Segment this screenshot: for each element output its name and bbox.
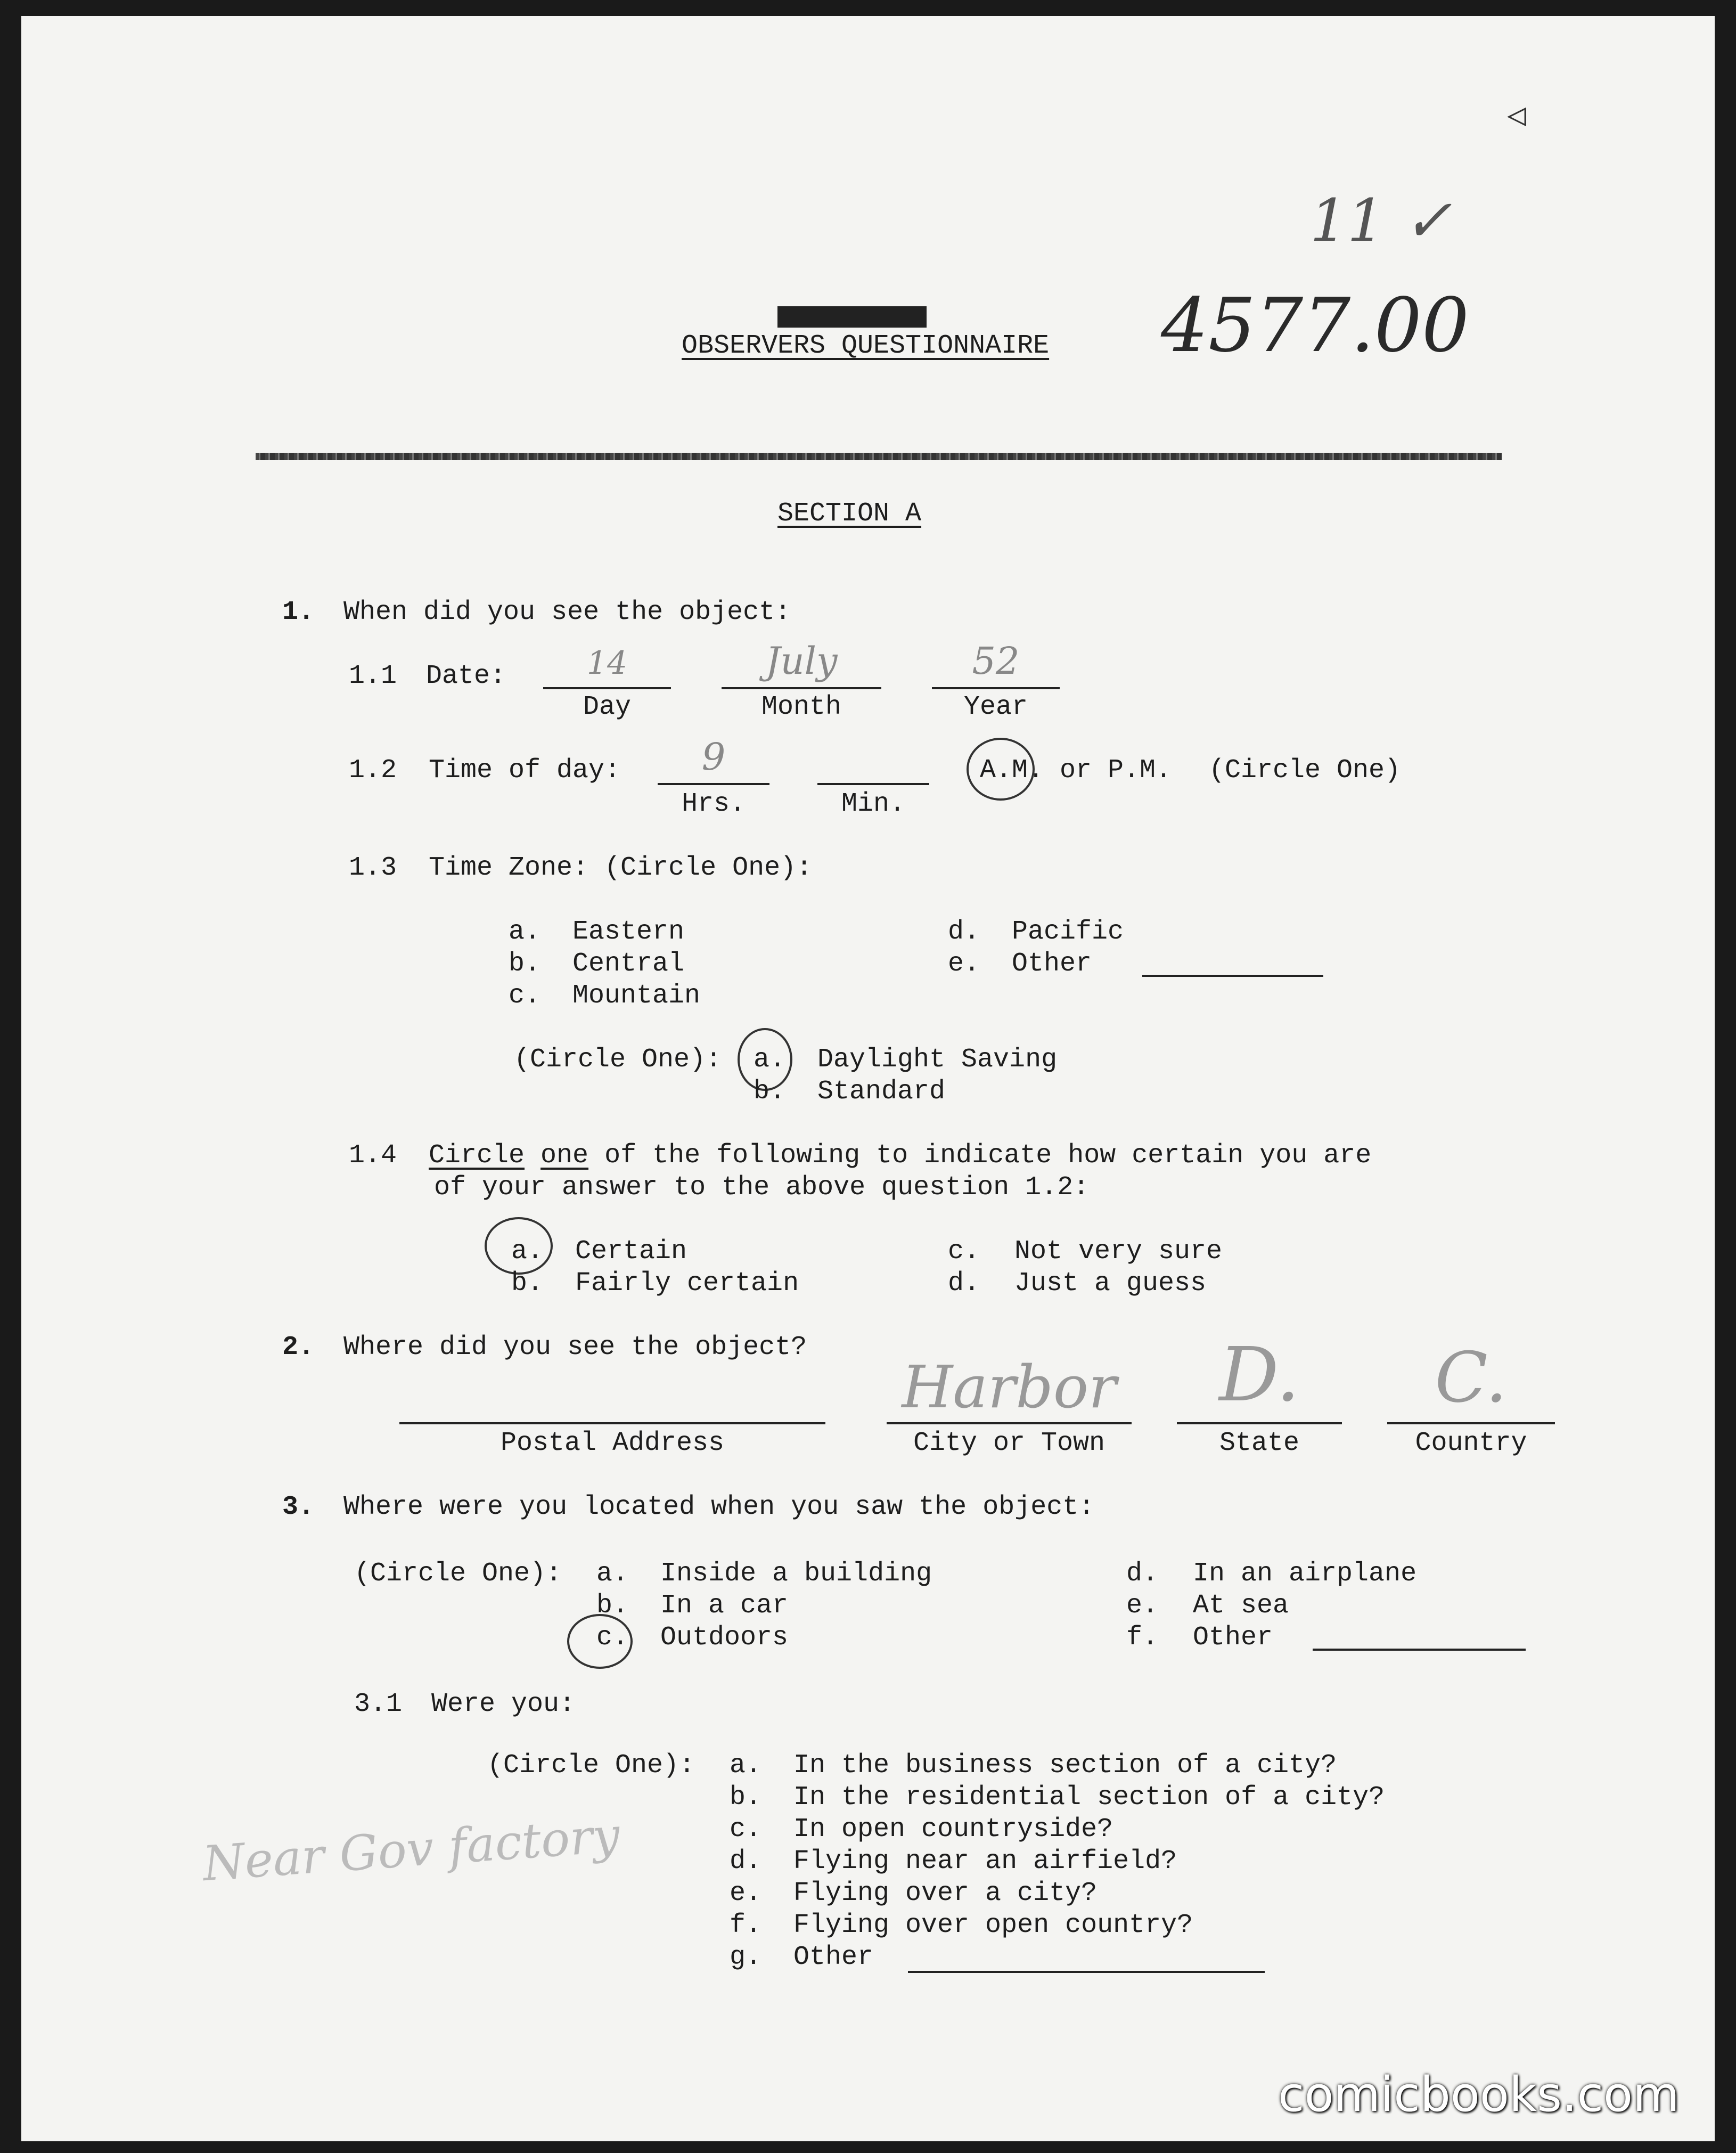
q2-number: 2.: [282, 1332, 315, 1363]
cert-option-b-letter: b.: [511, 1268, 544, 1299]
divider-rule: [256, 453, 1502, 460]
were-option-g[interactable]: Other: [793, 1942, 874, 1972]
ampm-option[interactable]: A.M. or P.M.: [980, 755, 1172, 786]
file-number: 4577.00: [1161, 282, 1469, 369]
q1-2-label: Time of day:: [429, 755, 621, 786]
q1-3-number: 1.3: [349, 853, 397, 883]
q3-number: 3.: [282, 1492, 315, 1522]
dst-option-b-letter: b.: [754, 1076, 786, 1107]
city-caption: City or Town: [913, 1428, 1106, 1458]
q1-4-circle-word: Circle: [429, 1140, 525, 1171]
date-day-field[interactable]: [543, 687, 671, 689]
were-option-f-letter: f.: [730, 1910, 762, 1940]
dst-option-a-letter: a.: [754, 1045, 786, 1075]
q1-4-line1: [429, 1140, 1371, 1172]
state-caption: State: [1219, 1428, 1300, 1458]
q1-4-line2: of your answer to the above question 1.2:: [434, 1172, 1090, 1203]
time-hours-field[interactable]: [658, 783, 769, 785]
were-option-d-letter: d.: [730, 1846, 762, 1877]
loc-option-c[interactable]: Outdoors: [660, 1622, 789, 1653]
dst-option-a[interactable]: Daylight Saving: [817, 1045, 1058, 1075]
loc-option-d[interactable]: In an airplane: [1193, 1559, 1417, 1589]
were-option-f[interactable]: Flying over open country?: [793, 1910, 1193, 1940]
state-value: D.: [1219, 1332, 1300, 1418]
time-min-field[interactable]: [817, 783, 929, 785]
date-month-value: July: [765, 639, 838, 683]
tz-option-b-letter: b.: [509, 949, 541, 979]
q1-1-label: Date:: [426, 661, 506, 691]
tz-option-c-letter: c.: [509, 981, 541, 1011]
loc-option-e[interactable]: At sea: [1193, 1591, 1289, 1621]
tz-option-a-letter: a.: [509, 917, 541, 947]
section-title: SECTION A: [777, 499, 922, 529]
time-hours-caption: Hrs.: [681, 789, 746, 819]
were-option-a[interactable]: In the business section of a city?: [793, 1750, 1337, 1781]
were-option-g-letter: g.: [730, 1942, 762, 1972]
tz-option-b[interactable]: Central: [572, 949, 685, 979]
q3-circle-label: (Circle One):: [354, 1559, 562, 1589]
loc-option-a-letter: a.: [596, 1559, 629, 1589]
q3-text: Where were you located when you saw the object:: [343, 1492, 1095, 1522]
loc-other-field[interactable]: [1313, 1649, 1526, 1651]
q3-1-text: Were you:: [431, 1689, 576, 1719]
date-year-value: 52: [972, 639, 1020, 683]
were-option-c-letter: c.: [730, 1814, 762, 1845]
loc-option-f[interactable]: Other: [1193, 1622, 1273, 1653]
cert-option-c[interactable]: Not very sure: [1014, 1236, 1223, 1267]
watermark-text: comicbooks.com: [1278, 2067, 1680, 2123]
time-min-caption: Min.: [841, 789, 906, 819]
q3-1-circle-label: (Circle One):: [487, 1750, 695, 1781]
country-caption: Country: [1415, 1428, 1527, 1458]
q1-text: When did you see the object:: [343, 597, 791, 627]
cert-option-a[interactable]: Certain: [575, 1236, 687, 1267]
date-month-caption: Month: [761, 692, 842, 722]
country-value: C.: [1435, 1337, 1508, 1418]
q2-text: Where did you see the object?: [343, 1332, 807, 1363]
loc-option-f-letter: f.: [1126, 1622, 1159, 1653]
were-option-d[interactable]: Flying near an airfield?: [793, 1846, 1177, 1877]
state-field[interactable]: [1177, 1422, 1342, 1424]
postal-address-field[interactable]: [399, 1422, 825, 1424]
were-option-e[interactable]: Flying over a city?: [793, 1878, 1098, 1909]
loc-option-e-letter: e.: [1126, 1591, 1159, 1621]
margin-note: Near Gov factory: [201, 1807, 622, 1893]
tz-option-e[interactable]: Other: [1012, 949, 1092, 979]
time-hours-value: 9: [701, 735, 726, 779]
q1-2-circle-note: (Circle One): [1209, 755, 1401, 786]
tz-option-d[interactable]: Pacific: [1012, 917, 1124, 947]
loc-option-c-letter: c.: [596, 1622, 629, 1653]
date-year-caption: Year: [963, 692, 1028, 722]
q1-4-one-word: one: [541, 1140, 589, 1171]
q1-1-number: 1.1: [349, 661, 397, 691]
q1-number: 1.: [282, 597, 315, 627]
loc-option-a[interactable]: Inside a building: [660, 1559, 932, 1589]
redaction-bar: [777, 306, 927, 328]
date-day-caption: Day: [583, 692, 631, 722]
date-year-field[interactable]: [932, 687, 1060, 689]
q1-4-number: 1.4: [349, 1140, 397, 1171]
cert-option-d-letter: d.: [948, 1268, 980, 1299]
cert-option-a-letter: a.: [511, 1236, 544, 1267]
tz-option-e-letter: e.: [948, 949, 980, 979]
were-option-b-letter: b.: [730, 1782, 762, 1813]
date-month-field[interactable]: [722, 687, 881, 689]
were-option-a-letter: a.: [730, 1750, 762, 1781]
q1-4-rest: of the following to indicate how certain you are: [604, 1140, 1372, 1171]
corner-arrow-icon: ◁: [1507, 99, 1527, 135]
corner-mark: 11 ✓: [1310, 186, 1453, 255]
q3-1-number: 3.1: [354, 1689, 403, 1719]
loc-option-b-letter: b.: [596, 1591, 629, 1621]
dst-option-b[interactable]: Standard: [817, 1076, 946, 1107]
cert-option-c-letter: c.: [948, 1236, 980, 1267]
loc-option-b[interactable]: In a car: [660, 1591, 789, 1621]
country-field[interactable]: [1387, 1422, 1555, 1424]
tz-option-d-letter: d.: [948, 917, 980, 947]
date-day-value: 14: [586, 645, 628, 682]
cert-option-b[interactable]: Fairly certain: [575, 1268, 799, 1299]
questionnaire-page: [21, 16, 1715, 2141]
tz-other-field[interactable]: [1142, 975, 1323, 977]
were-option-e-letter: e.: [730, 1878, 762, 1909]
city-value: Harbor: [902, 1353, 1117, 1421]
dst-circle-label: (Circle One):: [514, 1045, 722, 1075]
were-other-field[interactable]: [908, 1971, 1265, 1973]
form-title: OBSERVERS QUESTIONNAIRE: [682, 331, 1050, 361]
city-field[interactable]: [887, 1422, 1132, 1424]
postal-address-caption: Postal Address: [500, 1428, 725, 1458]
cert-option-d[interactable]: Just a guess: [1014, 1268, 1207, 1299]
q1-3-label: Time Zone: (Circle One):: [429, 853, 813, 883]
tz-option-a[interactable]: Eastern: [572, 917, 685, 947]
loc-option-d-letter: d.: [1126, 1559, 1159, 1589]
tz-option-c[interactable]: Mountain: [572, 981, 701, 1011]
were-option-b[interactable]: In the residential section of a city?: [793, 1782, 1385, 1813]
were-option-c[interactable]: In open countryside?: [793, 1814, 1113, 1845]
q1-2-number: 1.2: [349, 755, 397, 786]
